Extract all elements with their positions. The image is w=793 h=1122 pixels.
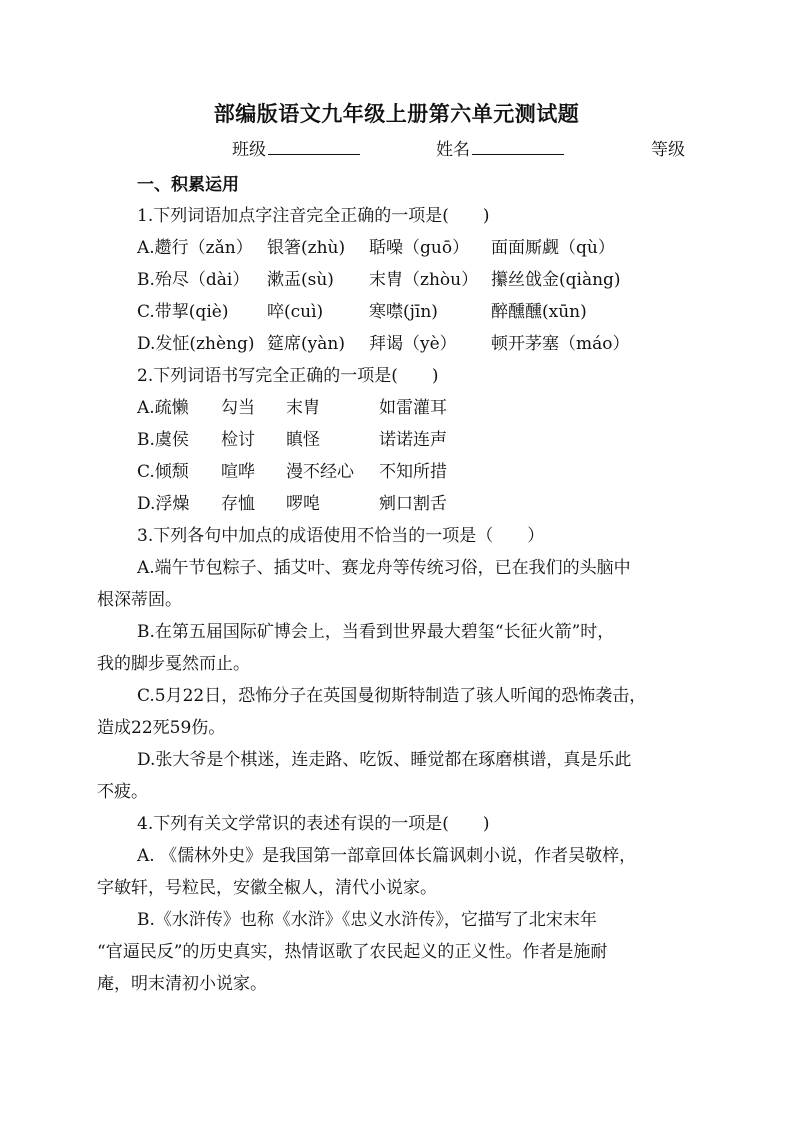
option-item: 聒噪（guō） — [369, 238, 470, 258]
option-item: 拜谒（yè） — [369, 334, 457, 354]
option-item: 如雷灌耳 — [379, 398, 447, 418]
q4-option-a-line1[interactable]: A. 《儒林外史》是我国第一部章回体长篇讽刺小说，作者吴敬梓， — [137, 846, 637, 866]
q3-option-c-line1[interactable]: C.5月22日，恐怖分子在英国曼彻斯特制造了骇人听闻的恐怖袭击， — [137, 686, 647, 706]
q3-option-c-line2: 造成22死59伤。 — [97, 718, 226, 738]
q4-option-b-line1[interactable]: B.《水浒传》也称《水浒》《忠义水浒传》，它描写了北宋末年 — [137, 910, 597, 930]
option-item: 末胄 — [286, 398, 320, 418]
option-item: 剜口割舌 — [379, 494, 447, 514]
q1-stem: 1.下列词语加点字注音完全正确的一项是( ) — [137, 206, 490, 226]
grade-field — [651, 135, 685, 161]
q4-option-b-line2: “官逼民反”的历史真实，热情讴歌了农民起义的正义性。作者是施耐 — [97, 942, 608, 962]
option-item: A.疏懒 — [137, 398, 189, 418]
q4-stem: 4.下列有关文学常识的表述有误的一项是( ) — [137, 814, 490, 834]
name-blank[interactable] — [472, 136, 564, 155]
option-item: 瞋怪 — [286, 430, 320, 450]
class-field — [232, 135, 360, 161]
class-blank[interactable] — [268, 136, 360, 155]
q3-option-a-line1[interactable]: A.端午节包粽子、插艾叶、赛龙舟等传统习俗，已在我们的头脑中 — [137, 558, 631, 578]
q3-option-b-line1[interactable]: B.在第五届国际矿博会上，当看到世界最大碧玺“长征火箭”时， — [137, 622, 615, 642]
option-item: 漱盂(sù) — [267, 270, 334, 290]
option-item: 啰唣 — [286, 494, 320, 514]
q3-option-b-line2: 我的脚步戛然而止。 — [97, 654, 250, 674]
option-item: D.浮燥 — [137, 494, 190, 514]
option-item: 检讨 — [221, 430, 255, 450]
option-item: 勾当 — [221, 398, 255, 418]
option-item: 攥丝戗金(qiàng) — [491, 270, 621, 290]
option-item: 诺诺连声 — [379, 430, 447, 450]
option-item: 末胄（zhòu） — [369, 270, 479, 290]
q4-option-a-line2: 字敏轩，号粒民，安徽全椒人，清代小说家。 — [97, 878, 437, 898]
option-item: B.虞侯 — [137, 430, 189, 450]
option-item: A.趱行（zǎn） — [137, 238, 253, 258]
option-item: 喧哗 — [221, 462, 255, 482]
q3-option-d-line2: 不疲。 — [97, 782, 148, 802]
option-item: C.倾颓 — [137, 462, 189, 482]
q3-stem: 3.下列各句中加点的成语使用不恰当的一项是（ ） — [137, 526, 545, 546]
option-item: D.发怔(zhèng) — [137, 334, 255, 354]
option-item: 顿开茅塞（máo） — [491, 334, 630, 354]
option-item: 存恤 — [221, 494, 255, 514]
option-item: 银箸(zhù) — [267, 238, 346, 258]
option-item: 面面厮觑（qù） — [491, 238, 615, 258]
page-title: 部编版语文九年级上册第六单元测试题 — [213, 101, 580, 126]
q3-option-d-line1[interactable]: D.张大爷是个棋迷，连走路、吃饭、睡觉都在琢磨棋谱，真是乐此 — [137, 750, 632, 770]
name-field — [436, 135, 564, 161]
option-item: C.带挈(qiè) — [137, 302, 229, 322]
option-item: 寒噤(jīn) — [369, 302, 438, 322]
q3-option-a-line2: 根深蒂固。 — [97, 590, 182, 610]
option-item: B.殆尽（dài） — [137, 270, 250, 290]
q2-stem: 2.下列词语书写完全正确的一项是( ) — [137, 366, 439, 386]
option-item: 醉醺醺(xūn) — [491, 302, 587, 322]
option-item: 漫不经心 — [286, 462, 354, 482]
name-label: 姓名 — [436, 140, 470, 160]
grade-label: 等级 — [651, 140, 685, 160]
class-label: 班级 — [232, 140, 266, 160]
section-heading: 一、积累运用 — [137, 175, 239, 195]
q4-option-b-line3: 庵，明末清初小说家。 — [97, 974, 267, 994]
option-item: 筵席(yàn) — [267, 334, 345, 354]
option-item: 不知所措 — [379, 462, 447, 482]
option-item: 啐(cuì) — [267, 302, 324, 322]
